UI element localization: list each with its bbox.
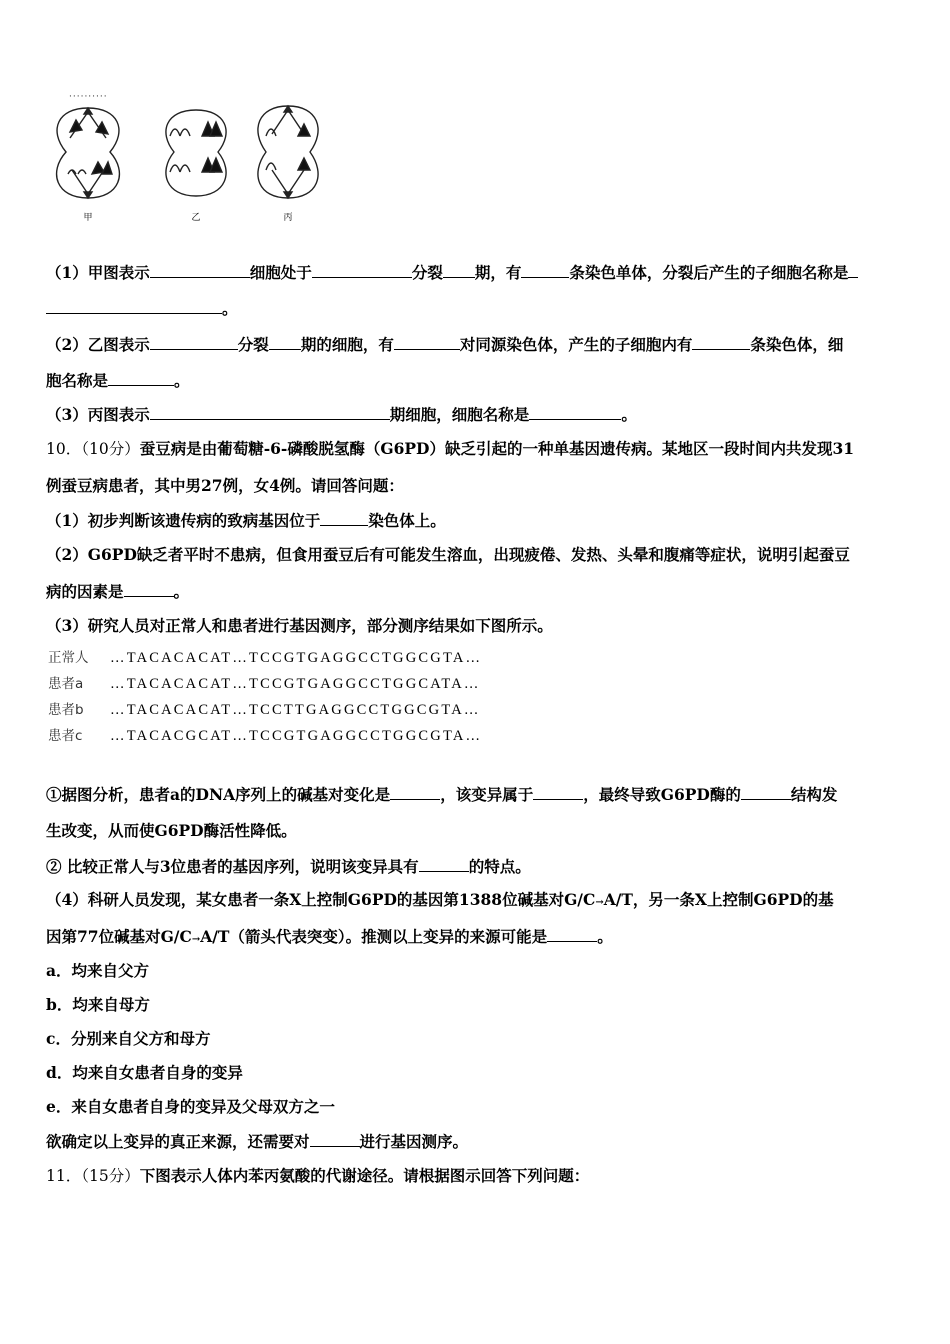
- answer-blank[interactable]: [320, 510, 368, 526]
- q10-part4-line2: 因第77位碱基对G/C→A/T（箭头代表突变）。推测以上变异的来源可能是 。: [46, 927, 613, 946]
- q10-part2-line1: （2）G6PD缺乏者平时不患病，但食用蚕豆后有可能发生溶血，出现疲倦、发热、头晕和腹痛等症状，说明引起蚕豆: [46, 545, 850, 564]
- caption-jia: 甲: [83, 213, 93, 223]
- answer-blank[interactable]: [692, 334, 750, 350]
- answer-blank[interactable]: [547, 926, 597, 942]
- q10-part2-line2: 病的因素是 。: [46, 582, 190, 601]
- answer-blank[interactable]: [150, 262, 250, 278]
- q10-ending: 欲确定以上变异的真正来源，还需要对 进行基因测序。: [46, 1132, 469, 1151]
- option-b: b．均来自母方: [46, 995, 150, 1014]
- arrow-icon: →: [191, 934, 201, 945]
- cell-jia: [57, 108, 120, 198]
- q11-stem: 11．（15分）下图表示人体内苯丙氨酸的代谢途径。请根据图示回答下列问题：: [46, 1166, 590, 1185]
- q10-stem-line2: 例蚕豆病患者，其中男27例，女4例。请回答问题：: [46, 476, 404, 495]
- cell-division-figures: [48, 100, 338, 228]
- answer-blank[interactable]: [150, 334, 238, 350]
- q11-number: 11．（15分）: [46, 1167, 140, 1185]
- answer-blank[interactable]: [124, 581, 174, 597]
- sequence-row: 患者b …TACACACAT…TCCTTGAGGCCTGGCGTA…: [48, 702, 481, 718]
- q9-part1-line2: 。: [46, 298, 238, 319]
- q10-sub1-line2: 生改变，从而使G6PD酶活性降低。: [46, 821, 297, 840]
- option-a: a．均来自父方: [46, 961, 150, 980]
- cell-yi: [166, 110, 226, 196]
- caption-yi: 乙: [191, 213, 201, 223]
- answer-blank[interactable]: [443, 262, 475, 278]
- figure-dots: ··········: [69, 92, 108, 102]
- q9-part2-line2: 胞名称是 。: [46, 371, 190, 390]
- q10-stem-line1: 10．（10分）蚕豆病是由葡萄糖-6-磷酸脱氢酶（G6PD）缺乏引起的一种单基因遗传病。某地区一段时间内共发现31: [46, 439, 855, 458]
- cell-bing: [258, 106, 318, 198]
- sequence-row: 正常人 …TACACACAT…TCCGTGAGGCCTGGCGTA…: [48, 650, 483, 666]
- q9-part3: （3）丙图表示 期细胞，细胞名称是 。: [46, 405, 637, 424]
- answer-blank[interactable]: [46, 298, 222, 314]
- option-e: e．来自女患者自身的变异及父母双方之一: [46, 1097, 335, 1116]
- q10-part1: （1）初步判断该遗传病的致病基因位于 染色体上。: [46, 511, 446, 530]
- q10-sub2: ② 比较正常人与3位患者的基因序列，说明该变异具有 的特点。: [46, 857, 531, 876]
- option-c: c．分别来自父方和母方: [46, 1029, 211, 1048]
- caption-bing: 丙: [283, 213, 293, 223]
- answer-blank[interactable]: [312, 262, 412, 278]
- answer-blank[interactable]: [533, 784, 583, 800]
- answer-blank[interactable]: [419, 856, 469, 872]
- answer-blank[interactable]: [150, 404, 390, 420]
- q10-sub1-line1: ①据图分析，患者a的DNA序列上的碱基对变化是 ，该变异属于 ，最终导致G6PD酶的 结构发: [46, 785, 838, 804]
- q9-part1-line1: （1）甲图表示 细胞处于 分裂 期，有 条染色单体，分裂后产生的子细胞名称是: [46, 262, 858, 283]
- q9-part2-line1: （2）乙图表示 分裂 期的细胞，有 对同源染色体，产生的子细胞内有 条染色体，细: [46, 335, 844, 354]
- sequence-row: 患者a …TACACACAT…TCCGTGAGGCCTGGCATA…: [48, 676, 481, 692]
- arrow-icon: →: [595, 897, 604, 908]
- answer-blank[interactable]: [394, 334, 460, 350]
- cell-division-diagram: [48, 100, 338, 228]
- answer-blank[interactable]: [521, 262, 569, 278]
- answer-blank[interactable]: [390, 784, 440, 800]
- sequence-table: [48, 648, 482, 752]
- q10-part4-line1: （4）科研人员发现，某女患者一条X上控制G6PD的基因第1388位碱基对G/C→A/T，另一条X上控制G6PD的基: [46, 890, 834, 909]
- sequence-row: 患者c …TACACGCAT…TCCGTGAGGCCTGGCGTA…: [48, 728, 483, 744]
- q10-number: 10．（10分）: [46, 440, 140, 458]
- q10-part3: （3）研究人员对正常人和患者进行基因测序，部分测序结果如下图所示。: [46, 616, 553, 635]
- option-d: d．均来自女患者自身的变异: [46, 1063, 243, 1082]
- answer-blank[interactable]: [310, 1131, 360, 1147]
- answer-blank[interactable]: [529, 404, 621, 420]
- answer-blank[interactable]: [108, 370, 174, 386]
- answer-blank[interactable]: [269, 334, 301, 350]
- answer-blank[interactable]: [741, 784, 791, 800]
- answer-blank[interactable]: [848, 262, 858, 278]
